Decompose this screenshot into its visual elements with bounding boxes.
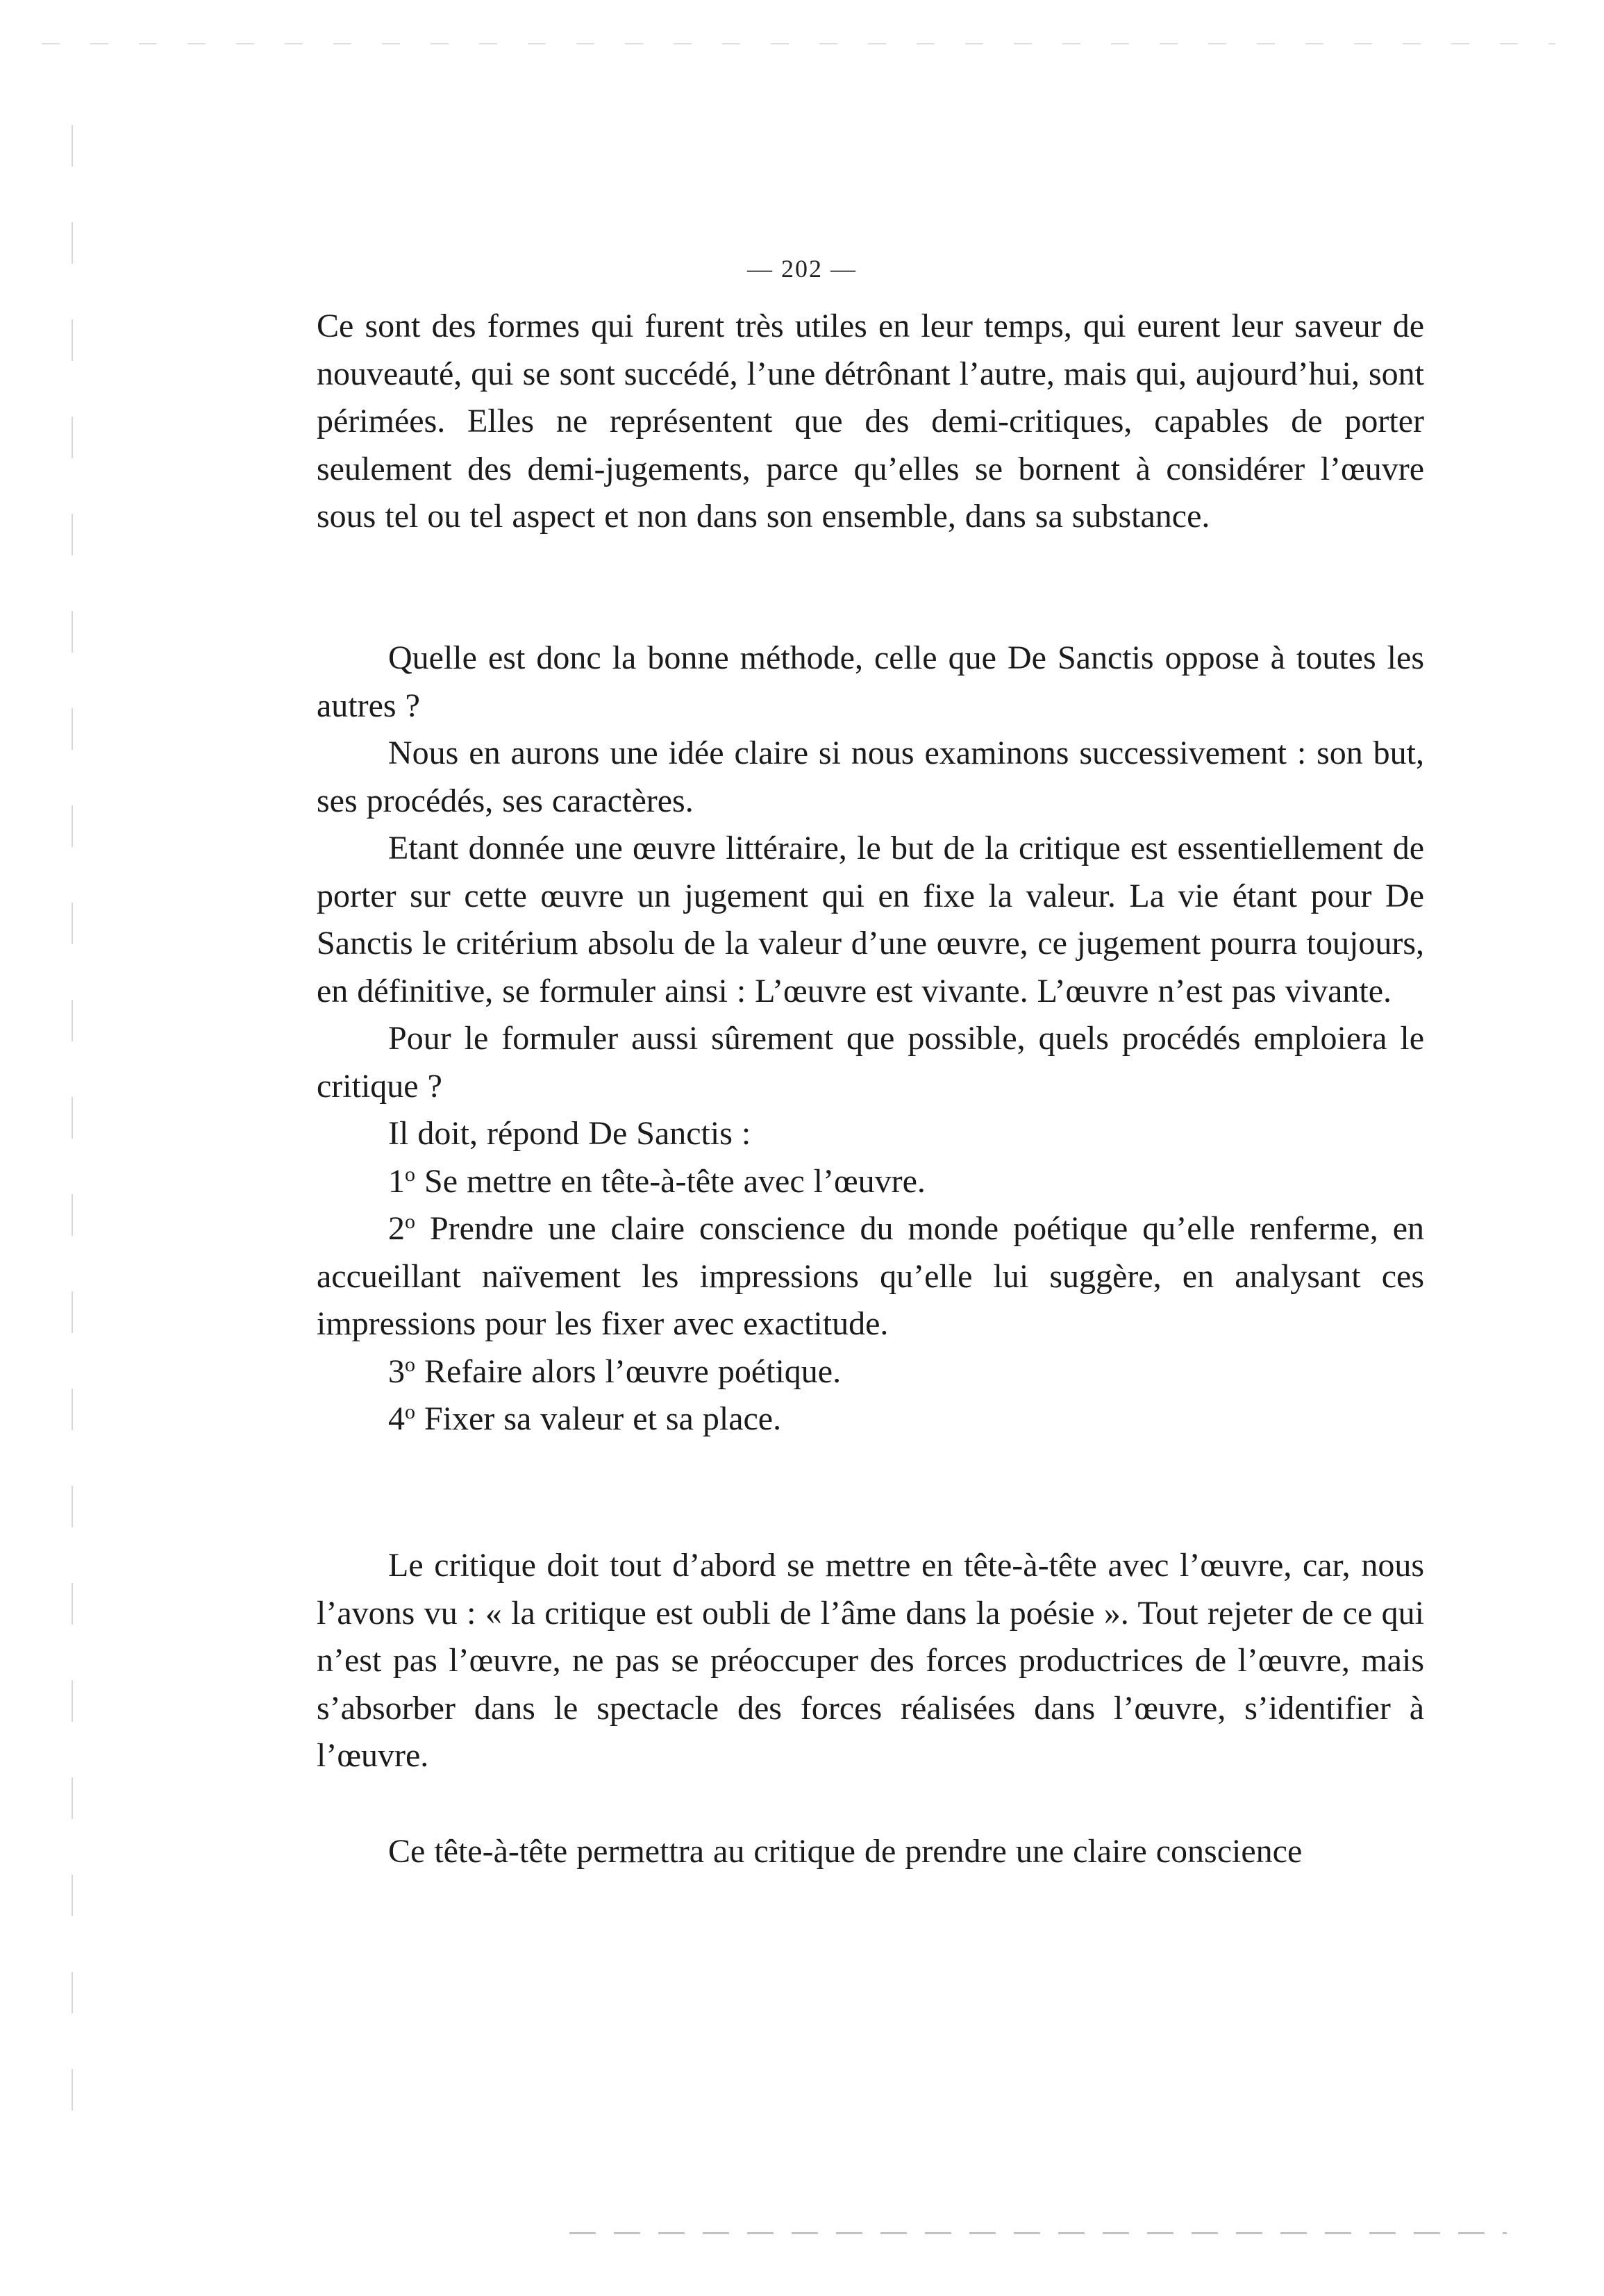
list-number-superscript: o (405, 1210, 415, 1233)
scan-left-margin-mark (72, 125, 73, 2138)
paragraph: Il doit, répond De Sanctis : (388, 1115, 751, 1152)
list-number-superscript: o (405, 1352, 415, 1376)
list-number: 4 (388, 1400, 405, 1437)
list-item-text: Refaire alors l’œuvre poétique. (424, 1352, 842, 1390)
paragraph: Pour le formuler aussi sûrement que possible, quels procédés emploiera le critique ? (317, 1020, 1424, 1105)
paragraph: Nous en aurons une idée claire si nous examinons successivement : son but, ses procédés, ses caractères. (317, 735, 1424, 819)
text-section-3 (317, 1542, 1424, 1780)
text-section-1 (317, 303, 1424, 541)
list-number: 1 (388, 1162, 405, 1200)
list-item (317, 1158, 1424, 1206)
list-item-text: Fixer sa valeur et sa place. (424, 1400, 782, 1437)
scan-bottom-edge-mark (569, 2232, 1507, 2234)
paragraph: Ce sont des formes qui furent très utiles en leur temps, qui eurent leur saveur de nouveauté, qui se sont succédé, l’une détrônant l’autre, mais qui, aujourd’hui, sont périmées. Elles ne représentent que des demi-critiques, capables de porter seulement des demi-jugements, parce qu’elles se bornent à considérer l’œuvre sous tel ou tel aspect et non dans son ensemble, dans sa substance. (317, 308, 1424, 535)
paragraph: Ce tête-à-tête permettra au critique de prendre une claire conscience (388, 1833, 1303, 1870)
list-number: 3 (388, 1352, 405, 1390)
paragraph: Le critique doit tout d’abord se mettre en tête-à-tête avec l’œuvre, car, nous l’avons vu : « la critique est oubli de l’âme dans la poésie ». Tout rejeter de ce qui n’est pas l’œuvre, ne pas se préoccuper des forces productrices de l’œuvre, mais s’absorber dans le spectacle des forces réalisées dans l’œuvre, s’identifier à l’œuvre. (317, 1547, 1424, 1774)
paragraph: Etant donnée une œuvre littéraire, le but de la critique est essentiellement de porter sur cette œuvre un jugement qui en fixe la valeur. La vie étant pour De Sanctis le critérium absolu de la valeur d’une œuvre, ce jugement pourra toujours, en définitive, se formuler ainsi : L’œuvre est vivante. L’œuvre n’est pas vivante. (317, 830, 1424, 1009)
text-section-2 (317, 635, 1424, 1443)
list-number-superscript: o (405, 1400, 415, 1423)
page-number: — 202 — (747, 255, 857, 283)
list-item (317, 1396, 1424, 1443)
list-number: 2 (388, 1210, 405, 1247)
scan-top-edge-mark (42, 43, 1555, 44)
list-item-text: Prendre une claire conscience du monde poétique qu’elle renferme, en accueillant naïvement les impressions qu’elle lui suggère, en analysant ces impressions pour les fixer avec exactitude. (317, 1210, 1424, 1342)
list-item (317, 1205, 1424, 1348)
paragraph: Quelle est donc la bonne méthode, celle que De Sanctis oppose à toutes les autres ? (317, 639, 1424, 724)
text-section-4 (317, 1828, 1424, 1876)
list-number-superscript: o (405, 1162, 415, 1186)
list-item-text: Se mettre en tête-à-tête avec l’œuvre. (424, 1162, 926, 1200)
list-item (317, 1348, 1424, 1396)
